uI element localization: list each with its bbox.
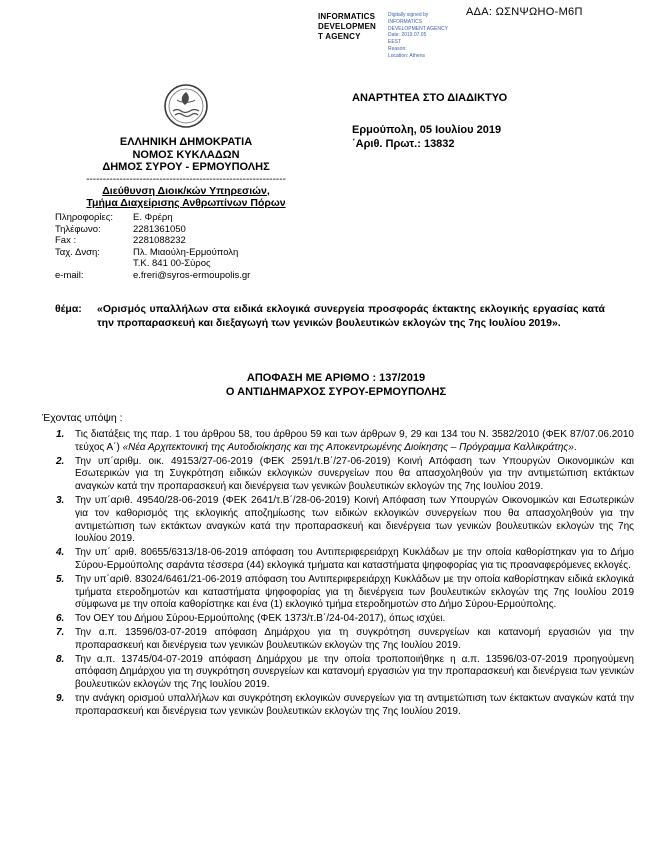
list-item-text-part: . [573, 441, 577, 453]
signature-agency-name: INFORMATICS DEVELOPMEN T AGENCY [318, 12, 377, 41]
ada-code: ΑΔΑ: ΩΣΝΨΩΗΟ-Μ6Π [466, 6, 583, 18]
list-item-number: 2. [56, 455, 65, 467]
digital-signature-stamp [318, 12, 466, 59]
org-municipality: ΔΗΜΟΣ ΣΥΡΟΥ - ΕΡΜΟΥΠΟΛΗΣ [102, 161, 270, 173]
decision-title [0, 372, 672, 399]
contact-value: 2281088232 [133, 235, 186, 246]
list-item-text [75, 429, 634, 455]
contact-label: Fax : [55, 235, 77, 246]
dashed-divider: ------------------------------------------------------------ [86, 173, 286, 185]
signature-line: EEST [388, 39, 402, 45]
list-item [56, 627, 634, 653]
signature-line: DEVELOPMENT AGENCY [388, 25, 448, 32]
contact-row [55, 212, 325, 224]
list-item [56, 654, 634, 692]
list-item [56, 574, 634, 612]
subject-text: «Ορισμός υπαλλήλων στα ειδικά εκλογικά συνεργεία προσφοράς έκτακτης εκλογικής εργασίας κατά την προπαρασκευή και διεξαγωγή των γενικών βουλευτικών εκλογών της 7ης Ιουλίου 2019». [97, 303, 605, 329]
org-prefecture: ΝΟΜΟΣ ΚΥΚΛΑΔΩΝ [132, 148, 240, 161]
contact-value: Ε. Φρέρη [133, 212, 173, 223]
list-item [56, 693, 634, 719]
having-regard-list [56, 429, 634, 720]
decision-title-line1: ΑΠΟΦΑΣΗ ΜΕ ΑΡΙΘΜΟ : 137/2019 [246, 372, 426, 384]
list-item [56, 547, 634, 573]
contact-value: Πλ. Μιαούλη-Ερμούπολη [133, 246, 239, 258]
decision-title-line2: Ο ΑΝΤΙΔΗΜΑΡΧΟΣ ΣΥΡΟΥ-ΕΡΜΟΥΠΟΛΗΣ [225, 385, 447, 398]
list-item-number: 9. [56, 692, 65, 704]
contact-label: Τηλέφωνο: [55, 223, 101, 235]
contact-label: e-mail: [55, 269, 84, 281]
contact-row [55, 235, 325, 247]
list-item-number: 4. [56, 547, 65, 559]
list-item [56, 456, 634, 494]
place-and-date: Ερμούπολη, 05 Ιουλίου 2019 [352, 124, 502, 136]
contact-row [55, 224, 325, 236]
municipal-emblem-icon [40, 82, 332, 136]
list-item-text: Την α.π. 13596/03-07-2019 απόφαση Δημάρχου για τη συγκρότηση συνεργείων και κατανομή εργασιών για την προπαρασκευή και διενέργεια των γενικών βουλευτικών εκλογών της 7ης Ιουλίου 2019. [75, 626, 634, 651]
having-regard-label: Έχοντας υπόψη : [42, 412, 123, 424]
signature-line: INFORMATICS [388, 18, 423, 25]
contact-details [55, 212, 325, 281]
signature-line: Digitally signed by [388, 12, 429, 18]
list-item [56, 429, 634, 455]
list-item-text-part: Τις διατάξεις της παρ. 1 του άρθρου 58, του άρθρου 59 και των άρθρων 9, 29 και 134 του Ν. 3582/2010 (ΦΕΚ 87/07.06.2010 τεύχος Α΄) [75, 429, 634, 453]
contact-label: Ταχ. Δνση: [55, 246, 100, 258]
directorate-name: Διεύθυνση Διοικ/κών Υπηρεσιών, [102, 184, 270, 197]
subject-section [55, 303, 605, 330]
contact-value: Τ.Κ. 841 00-Σύρος [133, 258, 211, 269]
list-item-text: Την υπ΄ αριθ. 80655/6313/18-06-2019 απόφαση του Αντιπεριφερειάρχη Κυκλάδων με την οποία καθορίστηκαν για το Δήμο Σύρου-Ερμούπολης σαράντα τέσσερα (44) εκλογικά τμήματα και καταστήματα ψηφοφορίας για τις προαναφερόμενες εκλογές. [75, 547, 634, 571]
list-item-text-italic: «Νέα Αρχιτεκτονική της Αυτοδιοίκησης και της Αποκεντρωμένης Διοίκησης – Πρόγραμμα Καλλικράτης» [122, 441, 574, 453]
signature-line: Location: Athens [388, 52, 425, 59]
list-item-number: 7. [56, 626, 65, 638]
list-item-number: 3. [56, 494, 65, 506]
list-item-text: την ανάγκη ορισμού υπαλλήλων και συγκρότηση εκλογικών συνεργείων για τη αντιμετώπιση των έκτακτων αναγκών κατά την προπαρασκευή και διενέργεια των γενικών βουλευτικών εκλογών της 7ης Ιουλίου 2019. [75, 692, 634, 717]
list-item-text: Τον ΟΕΥ του Δήμου Σύρου-Ερμούπολης (ΦΕΚ 1373/τ.Β΄/24-04-2017), όπως ισχύει. [75, 613, 446, 625]
subject-label: θέμα: [55, 303, 82, 315]
contact-email: e.freri@syros-ermoupolis.gr [133, 269, 251, 281]
contact-row [55, 270, 325, 282]
contact-value: 2281361050 [133, 223, 186, 235]
list-item-text: Την υπ΄αριθμ. οικ. 49153/27-06-2019 (ΦΕΚ 2591/τ.Β΄/27-06-2019) Κοινή Απόφαση των Υπουργών Οικονομικών και Εσωτερικών για τη Συγκρότηση ειδικών εκλογικών συνεργείων που θα απασχοληθούν για την αντιμετώπιση εκτάκτων αναγκών κατά την προπαρασκευή και διενέργεια των γενικών βουλευτικών εκλογών της 7ης Ιουλίου 2019. [75, 455, 634, 493]
list-item-number: 8. [56, 653, 65, 665]
organization-header [40, 82, 332, 210]
contact-row [55, 247, 325, 259]
signature-line: Date: 2019.07.05 [388, 32, 427, 39]
list-item-number: 1. [56, 429, 65, 440]
contact-row [55, 258, 325, 270]
list-item-number: 6. [56, 613, 65, 625]
list-item-text: Την α.π. 13745/04-07-2019 απόφαση Δημάρχου με την οποία τροποποιήθηκε η α.π. 13596/03-07-2019 προηγούμενη απόφαση Δημάρχου για τη συγκρότηση συνεργείων και κατανομή εργασιών για την προπαρασκευή και διενέργεια των γενικών βουλευτικών εκλογών της 7ης Ιουλίου 2019. [75, 653, 634, 691]
contact-label [55, 258, 133, 270]
department-name: Τμήμα Διαχείρισης Ανθρωπίνων Πόρων [86, 197, 286, 209]
signature-details [388, 12, 466, 59]
contact-label: Πληροφορίες: [55, 212, 113, 223]
protocol-number: ΄Αριθ. Πρωτ.: 13832 [352, 138, 455, 150]
list-item-text: Την υπ΄αριθ. 49540/28-06-2019 (ΦΕΚ 2641/τ.Β΄/28-06-2019) Κοινή Απόφαση των Υπουργών Οικονομικών και Εσωτερικών για τον καθορισμός της εκλογικής αποζημίωσης των ειδικών εκλογικών συνεργείων που θα απασχοληθούν για την αντιμετώπιση των εκτάκτων αναγκών κατά την προπαρασκευή και διενέργεια των γενικών βουλευτικών εκλογών της 7ης Ιουλίου 2019. [75, 494, 634, 545]
list-item-number: 5. [56, 573, 65, 585]
org-country: ΕΛΛΗΝΙΚΗ ΔΗΜΟΚΡΑΤΙΑ [119, 136, 253, 148]
list-item [56, 613, 634, 626]
posted-online-label: ΑΝΑΡΤΗΤΕΑ ΣΤΟ ΔΙΑΔΙΚΤΥΟ [352, 92, 508, 104]
signature-line: Reason: [388, 45, 407, 52]
list-item-text: Την υπ΄αριθ. 83024/6461/21-06-2019 απόφαση του Αντιπεριφερειάρχη Κυκλάδων με την οποία καθορίστηκαν ειδικά εκλογικά τμήματα ετεροδημοτών και καταστήματα ψηφοφορίας για τη διενέργεια των βουλευτικών εκλογών της 7ης Ιουλίου 2019 σύμφωνα με την οποία καθορίστηκε και ένα (1) εκλογικό τμήμα ετεροδημοτών στο Δήμο Σύρου-Ερμούπολης. [75, 573, 634, 611]
list-item [56, 495, 634, 546]
